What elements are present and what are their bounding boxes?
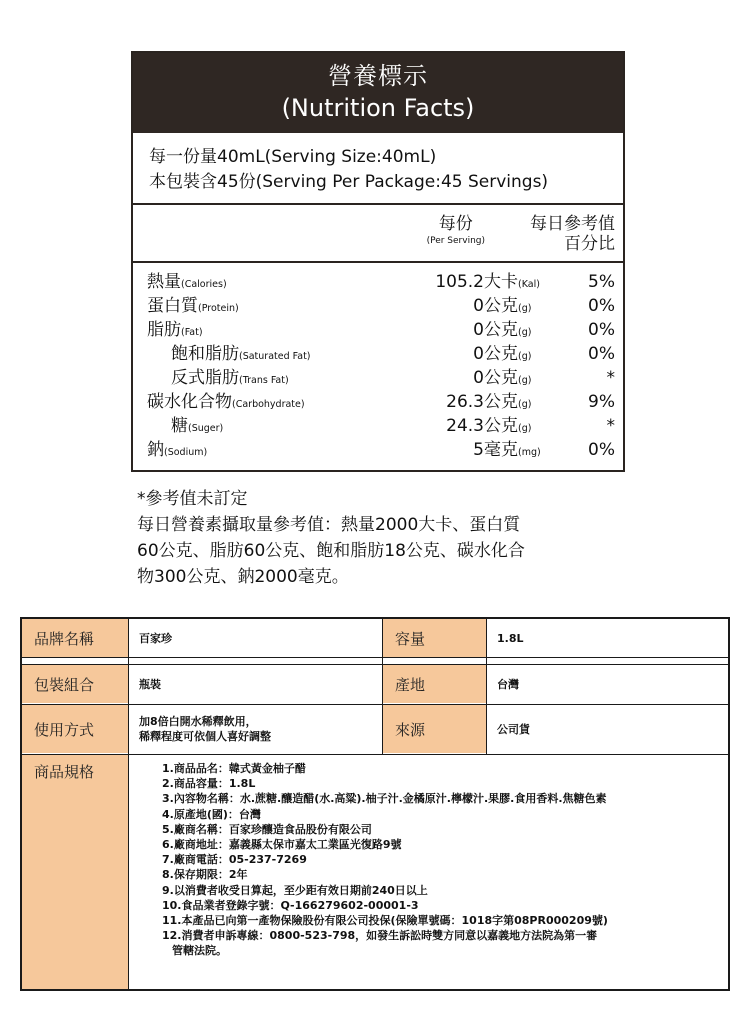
nutrition-title-zh: 營養標示: [328, 62, 428, 90]
usage-value-line: 加8倍白開水稀釋飲用，: [139, 715, 257, 728]
nutrient-unit: (mg): [518, 447, 541, 458]
nutrient-amount: [473, 318, 532, 345]
nutrient-row: [133, 366, 623, 390]
nutrient-row: [133, 414, 623, 438]
nutrient-amount-value: 105.2大卡: [435, 272, 518, 292]
divider: [382, 619, 383, 754]
specs-list: [142, 761, 742, 959]
serving-info: [133, 133, 623, 205]
nutrient-daily-percent: 9%: [588, 392, 615, 412]
nutrient-name-en: (Protein): [198, 303, 239, 314]
nutrient-amount: [435, 270, 540, 297]
origin-label: 產地: [383, 665, 486, 703]
nutrient-name-zh: 糖: [171, 416, 188, 436]
divider: [128, 619, 129, 989]
nutrient-unit: (g): [518, 423, 532, 434]
origin-value: 台灣: [497, 678, 519, 691]
divider: [486, 619, 487, 754]
spec-item: 9.以消費者收受日算起，至少距有效日期前240日以上: [162, 883, 428, 897]
capacity-label: 容量: [383, 619, 486, 657]
nutrient-daily-percent: 0%: [588, 440, 615, 460]
spec-item: 4.原產地(國)：台灣: [162, 807, 261, 821]
per-serving-label: 每份: [438, 214, 473, 234]
source-value: 公司貨: [497, 723, 530, 736]
nutrient-amount: [473, 294, 532, 321]
nutrient-daily-percent: *: [606, 416, 615, 436]
product-spec-table: [20, 617, 730, 991]
nutrient-name-zh: 熱量: [147, 272, 181, 292]
nutrient-amount: [446, 414, 532, 441]
nutrient-unit: (g): [518, 327, 532, 338]
nutrient-amount: [446, 390, 532, 417]
nutrient-amount-value: 0公克: [473, 320, 518, 340]
nutrient-daily-percent: 0%: [588, 296, 615, 316]
nutrient-name-zh: 反式脂肪: [171, 368, 239, 388]
nutrient-amount-value: 0公克: [473, 368, 518, 388]
nutrient-name: [171, 414, 223, 441]
nutrient-name: [171, 366, 289, 393]
daily-value-label-1: 每日參考值: [530, 214, 615, 234]
nutrient-unit: (g): [518, 351, 532, 362]
nutrient-amount-value: 26.3公克: [446, 392, 518, 412]
usage-value: [129, 705, 382, 753]
nutrient-amount: [473, 438, 541, 465]
nutrient-row: [133, 270, 623, 294]
nutrient-amount-value: 0公克: [473, 296, 518, 316]
spec-item: 12.消費者申訴專線：0800-523-798，如發生訴訟時雙方同意以嘉義地方法院為第一審: [162, 929, 598, 943]
nutrient-name-zh: 蛋白質: [147, 296, 198, 316]
nutrition-note: [137, 486, 637, 590]
nutrient-name-en: (Suger): [188, 423, 224, 434]
nutrient-name-en: (Sodium): [164, 447, 208, 458]
nutrient-name-zh: 鈉: [147, 440, 164, 460]
nutrient-name-zh: 脂肪: [147, 320, 181, 340]
nutrient-amount-value: 24.3公克: [446, 416, 518, 436]
nutrient-row: [133, 390, 623, 414]
spec-item: 3.內容物名稱：水.蔗糖.釀造醋(水.高粱).柚子汁.金橘原汁.檸檬汁.果膠.食用香料.焦糖色素: [162, 792, 607, 806]
nutrient-row: [133, 342, 623, 366]
nutrition-column-header: [133, 205, 623, 263]
nutrient-name-en: (Calories): [181, 279, 227, 290]
nutrient-name-zh: 飽和脂肪: [171, 344, 239, 364]
nutrient-rows: [133, 263, 623, 462]
spec-item: 6.廠商地址：嘉義縣太保市嘉太工業區光復路9號: [162, 838, 402, 852]
nutrient-name-en: (Saturated Fat): [239, 351, 311, 362]
spec-item-continuation: 管轄法院。: [172, 944, 227, 958]
nutrient-unit: (g): [518, 399, 532, 410]
nutrient-daily-percent: 5%: [588, 272, 615, 292]
nutrient-unit: (Kal): [518, 279, 540, 290]
spec-item: 11.本產品已向第一產物保險股份有限公司投保(保險單號碼：1018字第08PR000209號): [162, 914, 608, 928]
package-label: 包裝組合: [22, 665, 128, 703]
nutrient-name-en: (Fat): [181, 327, 203, 338]
nutrient-row: [133, 438, 623, 462]
spec-item: 5.廠商名稱：百家珍釀造食品股份有限公司: [162, 822, 372, 836]
nutrient-amount-value: 5毫克: [473, 440, 518, 460]
nutrient-name: [147, 270, 227, 297]
nutrient-amount-value: 0公克: [473, 344, 518, 364]
nutrient-daily-percent: 0%: [588, 320, 615, 340]
specs-label: 商品規格: [22, 755, 128, 989]
usage-value-line: 稀釋程度可依個人喜好調整: [139, 730, 271, 743]
spec-item: 7.廠商電話：05-237-7269: [162, 853, 307, 867]
nutrient-unit: (g): [518, 303, 532, 314]
source-label: 來源: [383, 705, 486, 753]
nutrient-daily-percent: *: [606, 368, 615, 388]
nutrient-daily-percent: 0%: [588, 344, 615, 364]
nutrient-unit: (g): [518, 375, 532, 386]
nutrient-row: [133, 294, 623, 318]
nutrient-name: [147, 390, 305, 417]
nutrient-name: [147, 438, 207, 465]
note-line: 每日營養素攝取量參考值：熱量2000大卡、蛋白質: [137, 515, 521, 535]
note-line: *參考值未訂定: [137, 489, 248, 509]
nutrient-name-en: (Trans Fat): [239, 375, 289, 386]
spec-item: 2.商品容量：1.8L: [162, 777, 256, 791]
nutrition-header: [133, 53, 623, 133]
nutrient-name: [147, 318, 203, 345]
nutrient-name-zh: 碳水化合物: [147, 392, 232, 412]
nutrient-name: [147, 294, 239, 321]
daily-value-label-2: 百分比: [564, 234, 615, 254]
package-value: 瓶裝: [139, 678, 161, 691]
per-serving-header: [427, 214, 485, 248]
note-line: 物300公克、鈉2000毫克。: [137, 567, 349, 587]
nutrient-amount: [473, 342, 532, 369]
nutrition-title-en: (Nutrition Facts): [281, 94, 475, 122]
nutrition-facts-label: [131, 51, 625, 472]
usage-label: 使用方式: [22, 705, 128, 753]
nutrient-name-en: (Carbohydrate): [232, 399, 305, 410]
spec-item: 1.商品品名：韓式黃金柚子醋: [162, 762, 306, 775]
daily-value-header: [530, 214, 615, 254]
brand-value: 百家珍: [139, 632, 172, 645]
note-line: 60公克、脂肪60公克、飽和脂肪18公克、碳水化合: [137, 541, 525, 561]
servings-per-package: 本包裝含45份(Serving Per Package:45 Servings): [149, 172, 549, 192]
serving-size: 每一份量40mL(Serving Size:40mL): [149, 147, 437, 167]
nutrient-amount: [473, 366, 532, 393]
spec-item: 10.食品業者登錄字號：Q-166279602-00001-3: [162, 898, 419, 912]
spec-item: 8.保存期限：2年: [162, 868, 248, 882]
nutrient-row: [133, 318, 623, 342]
nutrient-name: [171, 342, 311, 369]
brand-label: 品牌名稱: [22, 619, 128, 657]
per-serving-label-en: (Per Serving): [426, 236, 485, 246]
capacity-value: 1.8L: [497, 631, 524, 645]
